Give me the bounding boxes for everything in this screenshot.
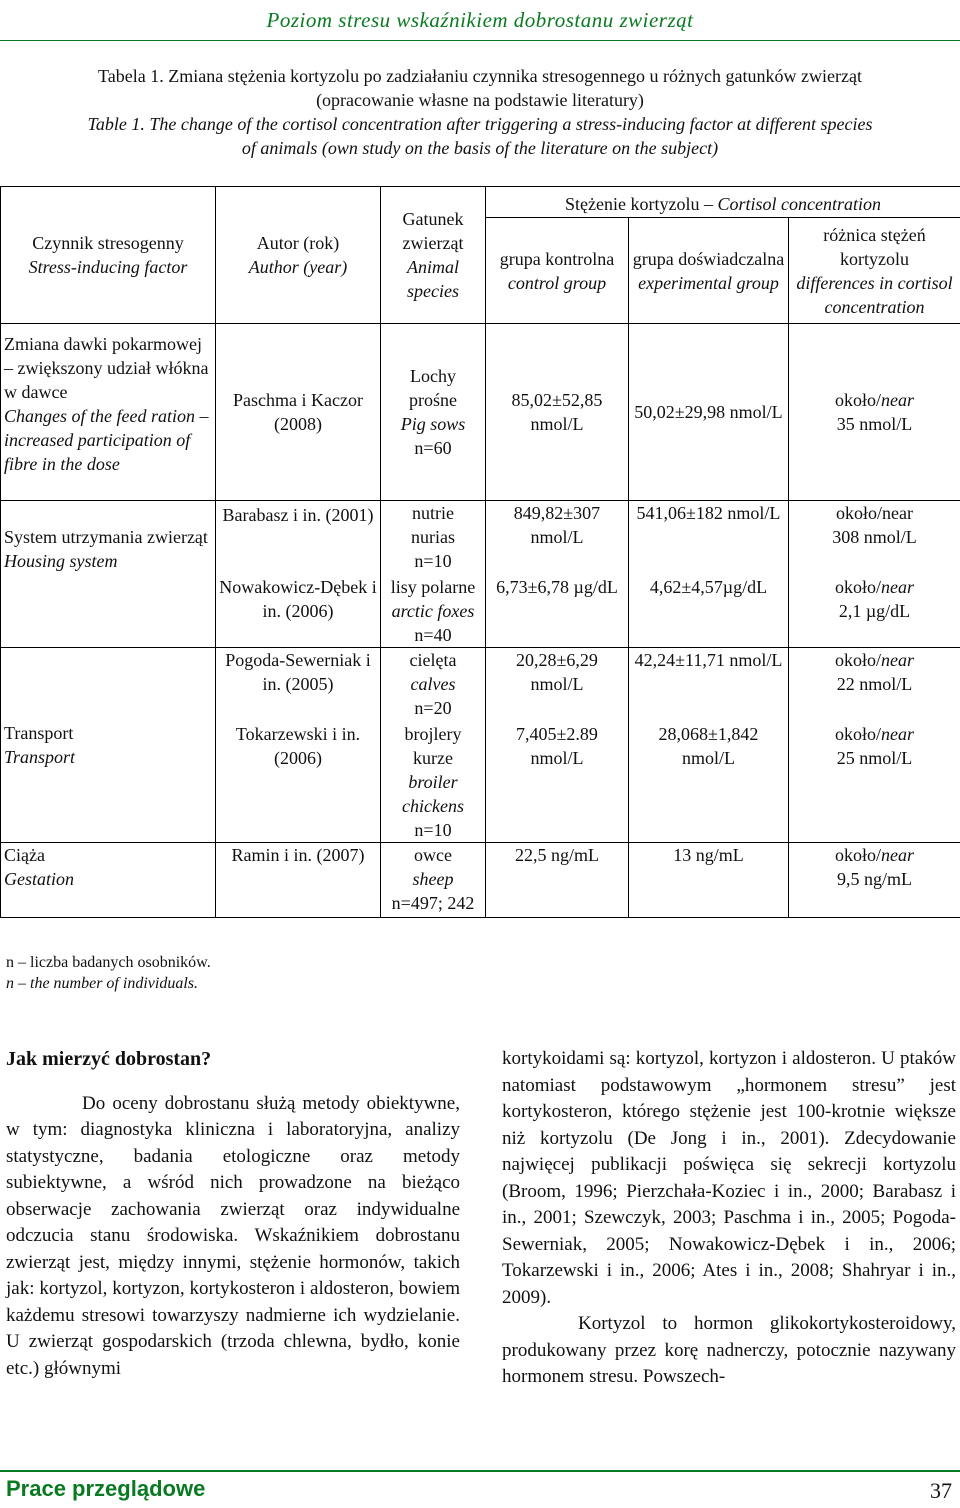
footer-rule (0, 1470, 960, 1472)
difference-cell: około/near 2,1 µg/dL (789, 575, 960, 648)
table-row (1, 501, 960, 576)
header-factor (1, 187, 216, 324)
experimental-cell: 13 ng/mL (629, 843, 789, 918)
difference-cell: około/near 22 nmol/L (789, 648, 960, 723)
difference-cell: około/near 25 nmol/L (789, 722, 960, 843)
group-gestation-pl: Ciąża (4, 845, 45, 865)
group-transport (1, 648, 216, 843)
right-column (502, 1046, 956, 1391)
header-diff-en: differences in cortisol concentration (796, 272, 953, 317)
running-head: Poziom stresu wskaźnikiem dobrostanu zwierząt (266, 8, 694, 32)
control-cell: 6,73±6,78 µg/dL (486, 575, 629, 648)
group-housing-pl: System utrzymania zwierząt (4, 527, 208, 547)
difference-cell: około/near 9,5 ng/mL (789, 843, 960, 918)
author-cell: Pogoda-Sewerniak i in. (2005) (216, 648, 381, 723)
control-cell: 849,82±307 nmol/L (486, 501, 629, 576)
header-exp-pl: grupa doświadczalna (632, 248, 785, 269)
author-cell: Barabasz i in. (2001) (216, 501, 381, 576)
control-cell: 7,405±2.89 nmol/L (486, 722, 629, 843)
table-caption (0, 64, 960, 160)
right-paragraph-2: Kortyzol to hormon glikokortykosteroidowy, produkowany przez korę nadnerczy, potocznie nazywany hormonem stresu. Powszech- (502, 1313, 956, 1387)
control-cell: 85,02±52,85 nmol/L (486, 324, 629, 501)
species-cell: lisy polarne arctic foxes n=40 (381, 575, 486, 648)
experimental-cell: 50,02±29,98 nmol/L (629, 324, 789, 501)
group-transport-pl: Transport (4, 723, 74, 743)
right-paragraph-1: kortykoidami są: kortyzol, kortyzon i aldosteron. U ptaków natomiast podstawowym „hormonem stresu” jest kortykosteron, którego stężenie jest 100-krotnie większe niż kortyzolu (De Jong i in., 2001). Zdecydowanie najwięcej publikacji poświęca się sekrecji kortyzolu (Broom, 1996; Pierzchała-Koziec i in., 2000; Barabasz i in., 2001; Szewczyk, 2003; Paschma i in., 2005; Pogoda-Sewerniak, 2005; Nowakowicz-Dębek i in., 2006; Tokarzewski i in., 2006; Ates i in., 2008; Shahryar i in., 2009). (502, 1048, 956, 1308)
caption-en-line2: of animals (own study on the basis of the literature on the subject) (241, 138, 719, 158)
experimental-cell: 541,06±182 nmol/L (629, 501, 789, 576)
experimental-cell: 4,62±4,57µg/dL (629, 575, 789, 648)
author-cell: Ramin i in. (2007) (216, 843, 381, 918)
species-cell: Lochy prośne Pig sows n=60 (381, 324, 486, 501)
author-cell: Tokarzewski i in. (2006) (216, 722, 381, 843)
header-cortisol-pl: Stężenie kortyzolu – (565, 194, 713, 214)
page-number: 37 (930, 1478, 952, 1503)
table-row (1, 843, 960, 918)
group-feed-pl: Zmiana dawki pokarmowej – zwiększony udział włókna w dawce (4, 334, 209, 402)
species-cell: brojlery kurze broiler chickens n=10 (381, 722, 486, 843)
table-row (1, 648, 960, 723)
header-diff-pl: różnica stężeń kortyzolu (823, 224, 926, 269)
header-cortisol-en: Cortisol concentration (717, 194, 881, 214)
header-species-en: Animal species (407, 257, 459, 301)
header-control-pl: grupa kontrolna (499, 248, 615, 269)
cortisol-table (0, 186, 960, 918)
header-rule (0, 40, 960, 41)
difference-cell: około/near 35 nmol/L (789, 324, 960, 501)
header-author (216, 187, 381, 324)
experimental-cell: 42,24±11,71 nmol/L (629, 648, 789, 723)
header-factor-en: Stress-inducing factor (28, 257, 188, 277)
table-header-row (1, 187, 960, 218)
group-transport-en: Transport (4, 747, 76, 767)
author-cell: Paschma i Kaczor (2008) (216, 324, 381, 501)
difference-cell: około/near 308 nmol/L (789, 501, 960, 576)
group-housing (1, 501, 216, 648)
species-cell: owce sheep n=497; 242 (381, 843, 486, 918)
header-control-en: control group (507, 272, 607, 293)
table-row (1, 324, 960, 501)
footnote-en: n – the number of individuals. (6, 975, 198, 992)
experimental-cell: 28,068±1,842 nmol/L (629, 722, 789, 843)
caption-pl-line1: Tabela 1. Zmiana stężenia kortyzolu po zadziałaniu czynnika stresogennego u różnych gatunków zwierząt (98, 66, 862, 86)
footnote-pl: n – liczba badanych osobników. (6, 954, 211, 971)
header-difference (789, 218, 960, 324)
species-cell: cielęta calves n=20 (381, 648, 486, 723)
caption-en-line1: Table 1. The change of the cortisol concentration after triggering a stress-inducing factor at different species (87, 114, 873, 134)
header-author-pl: Autor (rok) (256, 233, 340, 253)
header-author-en: Author (year) (248, 257, 348, 277)
footer-section-label: Prace przeglądowe (6, 1476, 206, 1501)
group-gestation (1, 843, 216, 918)
left-paragraph: Do oceny dobrostanu służą metody obiektywne, w tym: diagnostyka kliniczna i laboratoryjna, analizy statystyczne, badania etologiczne oraz metody subiektywne, a wśród nich prowadzone na bieżąco obserwacje zachowania zwierząt oraz indywidualne odczucia stanu środowiska. Wskaźnikiem dobrostanu zwierząt jest, między innymi, stężenie hormonów, takich jak: kortyzol, kortyzon, kortykosteron i aldosteron, bowiem każdemu stresowi towarzyszy nadmierne ich wydzielanie. U zwierząt gospodarskich (trzoda chlewna, bydło, konie etc.) głównymi (6, 1092, 460, 1379)
control-cell: 20,28±6,29 nmol/L (486, 648, 629, 723)
caption-pl-line2: (opracowanie własne na podstawie literatury) (316, 90, 644, 110)
author-cell: Nowakowicz-Dębek i in. (2006) (216, 575, 381, 648)
header-species (381, 187, 486, 324)
species-cell: nutrie nurias n=10 (381, 501, 486, 576)
group-feed (1, 324, 216, 501)
control-cell: 22,5 ng/mL (486, 843, 629, 918)
left-column (6, 1046, 460, 1382)
header-factor-pl: Czynnik stresogenny (32, 233, 184, 253)
group-feed-en: Changes of the feed ration – increased participation of fibre in the dose (4, 406, 209, 474)
section-title: Jak mierzyć dobrostan? (6, 1048, 212, 1070)
header-experimental (629, 218, 789, 324)
header-cortisol (486, 187, 960, 218)
header-exp-en: experimental group (638, 272, 779, 293)
group-housing-en: Housing system (4, 551, 118, 571)
table-footnote (6, 952, 211, 994)
group-gestation-en: Gestation (4, 869, 74, 889)
header-control (486, 218, 629, 324)
header-species-pl: Gatunek zwierząt (402, 209, 464, 253)
